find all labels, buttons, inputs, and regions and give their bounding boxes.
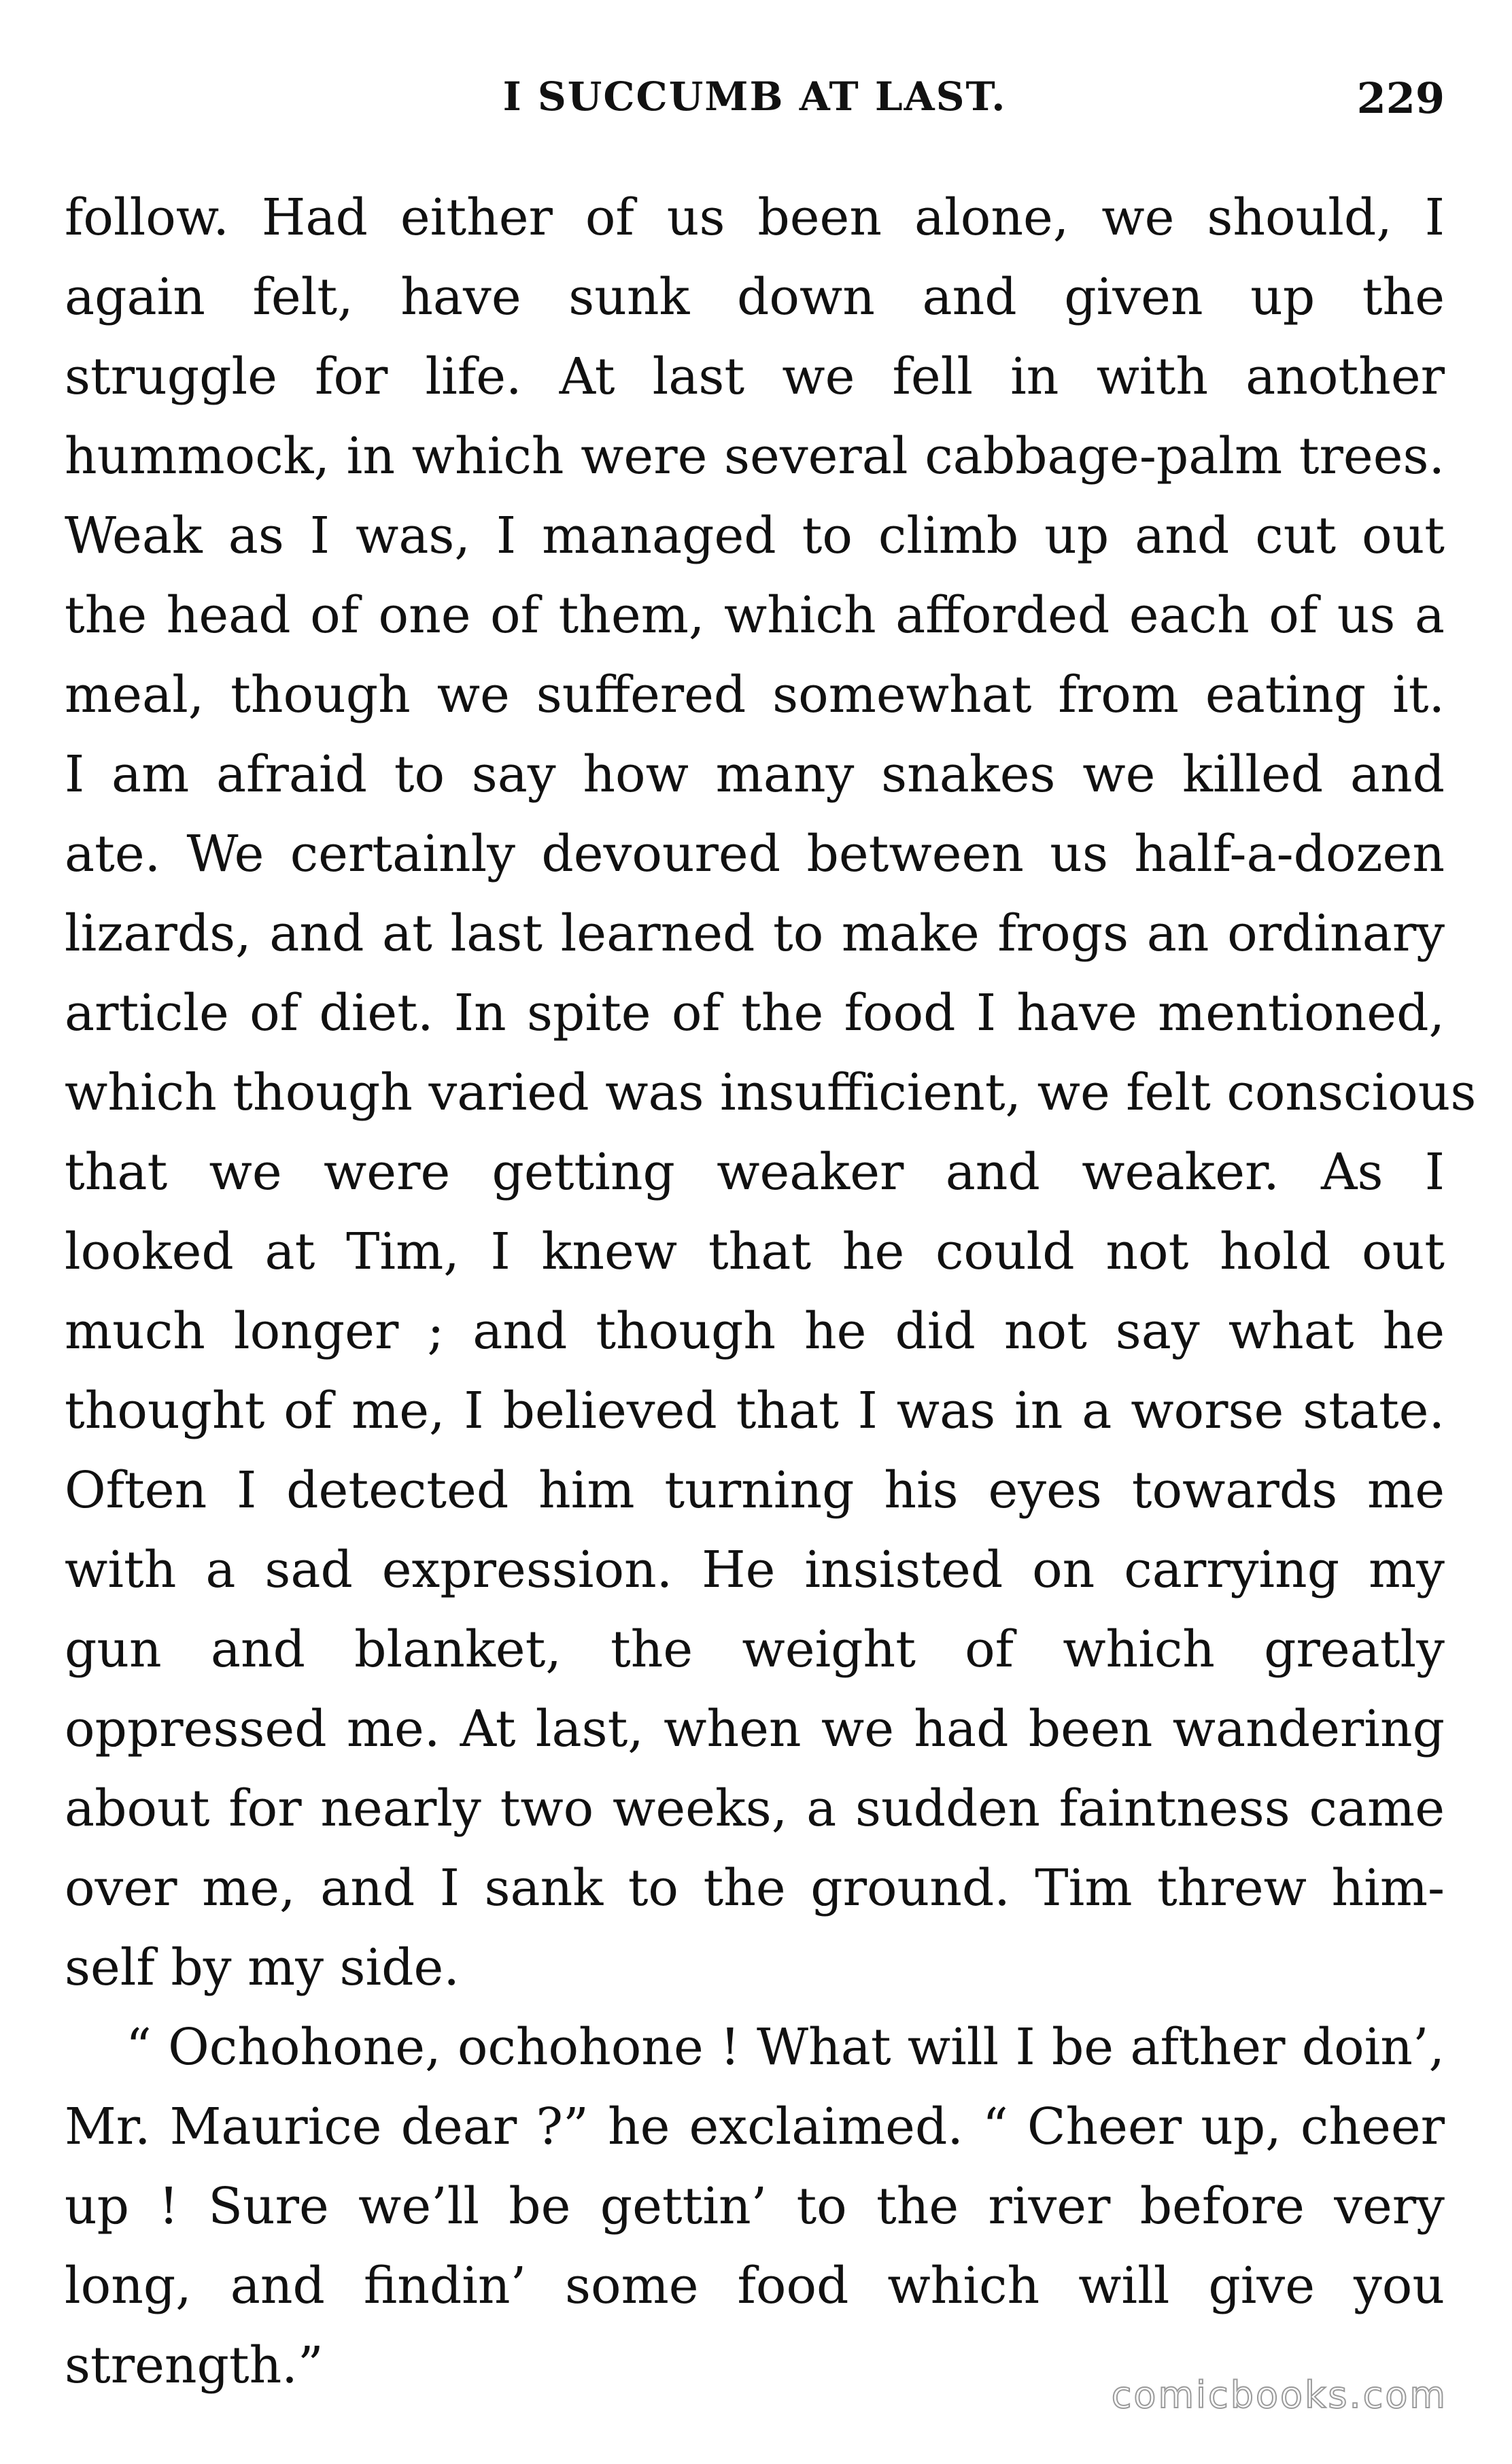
text-line: up ! Sure we’ll be gettin’ to the river before very bbox=[65, 2177, 1445, 2236]
running-title: I SUCCUMB AT LAST. bbox=[502, 73, 1007, 120]
text-line: “ Ochohone, ochohone ! What will I be afther doin’, bbox=[126, 2018, 1445, 2076]
text-line: again felt, have sunk down and given up the bbox=[65, 268, 1445, 326]
running-head bbox=[65, 73, 1445, 128]
paragraph-2 bbox=[65, 2008, 1445, 2406]
paragraph-1 bbox=[65, 178, 1477, 2008]
text-line: that we were getting weaker and weaker. As I bbox=[65, 1143, 1445, 1201]
text-line: over me, and I sank to the ground. Tim threw him- bbox=[65, 1859, 1445, 1917]
text-line: Mr. Maurice dear ?” he exclaimed. “ Cheer up, cheer bbox=[65, 2098, 1445, 2156]
watermark: comicbooks.com bbox=[1111, 2374, 1447, 2416]
text-line: struggle for life. At last we fell in with another bbox=[65, 347, 1445, 406]
text-line: lizards, and at last learned to make frogs an ordinary bbox=[65, 904, 1445, 963]
text-line: gun and blanket, the weight of which greatly bbox=[65, 1620, 1445, 1679]
text-line: strength.” bbox=[65, 2336, 324, 2395]
text-line: long, and findin’ some food which will give you bbox=[65, 2257, 1445, 2315]
text-line: Weak as I was, I managed to climb up and cut out bbox=[65, 507, 1445, 565]
text-line: about for nearly two weeks, a sudden faintness came bbox=[65, 1779, 1445, 1838]
text-line: article of diet. In spite of the food I have mentioned, bbox=[65, 984, 1445, 1042]
text-line: thought of me, I believed that I was in a worse state. bbox=[65, 1382, 1445, 1440]
text-line: ate. We certainly devoured between us half-a-dozen bbox=[65, 825, 1445, 883]
text-line: which though varied was insufficient, we felt conscious bbox=[65, 1063, 1477, 1122]
text-line: the head of one of them, which afforded each of us a bbox=[65, 586, 1445, 645]
body-text bbox=[65, 178, 1477, 2406]
text-line: Often I detected him turning his eyes towards me bbox=[65, 1461, 1445, 1520]
text-line: I am afraid to say how many snakes we killed and bbox=[65, 745, 1445, 804]
text-line: looked at Tim, I knew that he could not hold out bbox=[65, 1222, 1445, 1281]
page-number: 229 bbox=[1356, 73, 1445, 123]
text-line: self by my side. bbox=[65, 1938, 460, 1997]
text-line: with a sad expression. He insisted on carrying my bbox=[65, 1541, 1445, 1599]
text-line: much longer ; and though he did not say what he bbox=[65, 1302, 1445, 1361]
text-line: meal, though we suffered somewhat from eating it. bbox=[65, 666, 1445, 724]
text-line: follow. Had either of us been alone, we should, I bbox=[65, 188, 1445, 247]
text-line: oppressed me. At last, when we had been wandering bbox=[65, 1700, 1445, 1758]
text-line: hummock, in which were several cabbage-palm trees. bbox=[65, 427, 1445, 485]
